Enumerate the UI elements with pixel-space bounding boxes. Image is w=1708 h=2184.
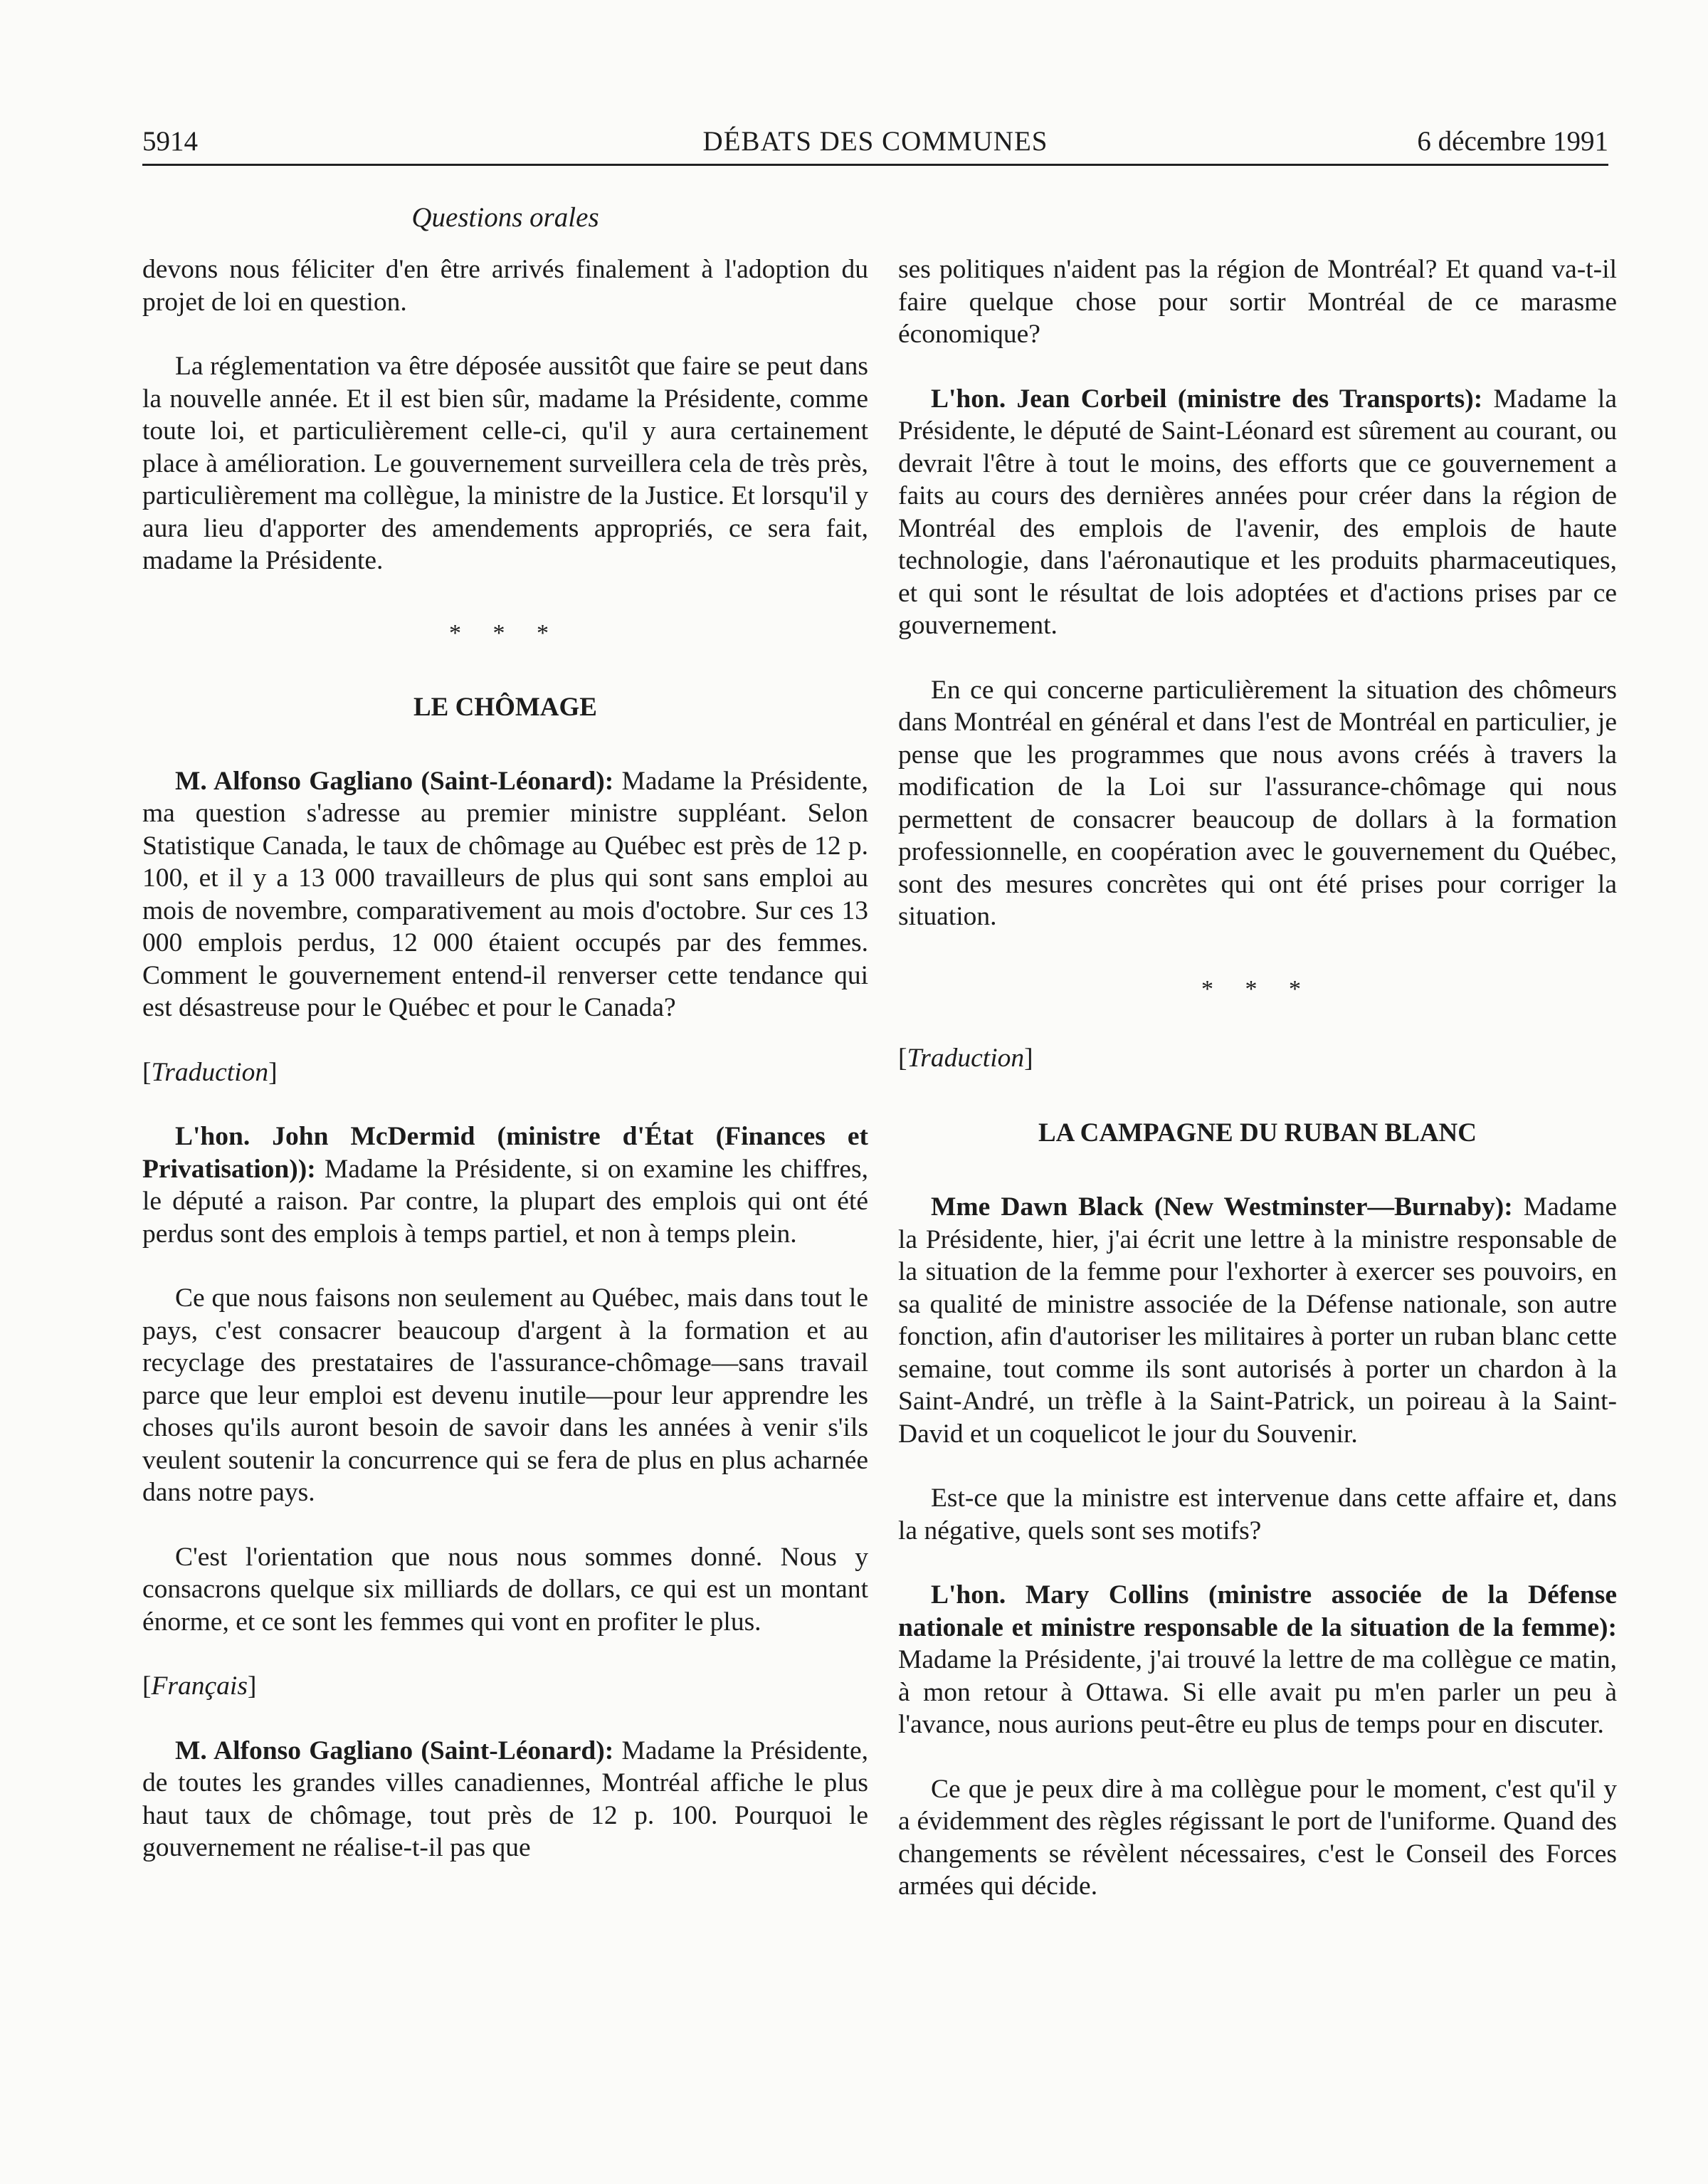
section-heading: LA CAMPAGNE DU RUBAN BLANC xyxy=(1038,1118,1477,1148)
section-subheader: Questions orales xyxy=(411,202,599,233)
paragraph: Ce que je peux dire à ma collègue pour le moment, c'est qu'il y a évidemment des règles régissant le port de l'uniforme. Quand des changements se révèlent nécessaires, c'est le Conseil des Forces armées qui décide. xyxy=(898,1774,1617,1901)
page-number: 5914 xyxy=(142,126,198,157)
speech-paragraph xyxy=(142,765,868,1024)
speaker-name: M. Alfonso Gagliano (Saint-Léonard): xyxy=(175,1736,614,1765)
speech-paragraph xyxy=(898,1191,1617,1450)
speaker-name: M. Alfonso Gagliano (Saint-Léonard): xyxy=(175,766,614,796)
paragraph: La réglementation va être déposée aussitôt que faire se peut dans la nouvelle année. Et il est bien sûr, madame la Présidente, comme toute loi, et particulièrement celle-ci, qu'il y aura certainement place à amélioration. Le gouvernement surveillera cela de très près, particulièrement ma collègue, la ministre de la Justice. Et lorsqu'il y aura lieu d'apporter des amendements appropriés, ce sera fait, madame la Présidente. xyxy=(142,352,868,575)
speaker-name: Mme Dawn Black (New Westminster—Burnaby): xyxy=(931,1192,1513,1222)
paragraph: devons nous féliciter d'en être arrivés finalement à l'adoption du projet de loi en question. xyxy=(142,255,868,317)
speech-text: Madame la Présidente, j'ai trouvé la lettre de ma collègue ce matin, à mon retour à Ottawa. Si elle avait pu m'en parler un peu à l'avance, nous aurions peut-être eu plus de temps pour en discuter. xyxy=(898,1645,1617,1739)
language-tag: [Traduction] xyxy=(898,1043,1033,1073)
speech-paragraph xyxy=(142,1735,868,1864)
section-separator: * * * xyxy=(1201,975,1314,1002)
section-heading: LE CHÔMAGE xyxy=(413,692,597,722)
speech-text: Madame la Présidente, de toutes les grandes villes canadiennes, Montréal affiche le plus haut taux de chômage, tout près de 12 p. 100. Pourquoi le gouvernement ne réalise-t-il pas que xyxy=(142,1736,868,1862)
journal-title: DÉBATS DES COMMUNES xyxy=(702,126,1048,157)
speech-paragraph xyxy=(898,1579,1617,1741)
left-column xyxy=(142,253,868,1864)
language-tag: [Français] xyxy=(142,1671,257,1701)
page-date: 6 décembre 1991 xyxy=(1417,126,1608,157)
speech-text: Madame la Présidente, hier, j'ai écrit une lettre à la ministre responsable de la situation de la femme pour l'exhorter à exercer ses pouvoirs, en sa qualité de ministre associée de la Défense nationale, son autre fonction, afin d'autoriser les militaires à porter un ruban blanc cette semaine, tout comme ils sont autorisés à porter un chardon à la Saint-André, un trèfle à la Saint-Patrick, un poireau à la Saint-David et un coquelicot le jour du Souvenir. xyxy=(898,1192,1617,1449)
right-column xyxy=(898,253,1617,1903)
section-separator: * * * xyxy=(449,619,562,646)
speech-text: Madame la Présidente, le député de Saint-Léonard est sûrement au courant, ou devrait l'être à tout le moins, des efforts que ce gouvernement a faits au cours des dernières années pour créer dans la région de Montréal des emplois de l'avenir, des emplois de haute technologie, dans l'aéronautique et les produits pharmaceutiques, et qui sont le résultat de lois adoptées et d'actions prises par ce gouvernement. xyxy=(898,384,1617,640)
paragraph: C'est l'orientation que nous nous sommes donné. Nous y consacrons quelque six milliards de dollars, ce qui est un montant énorme, et ce sont les femmes qui vont en profiter le plus. xyxy=(142,1542,868,1637)
speaker-name: L'hon. John McDermid (ministre d'État (Finances et Privatisation)): xyxy=(142,1122,868,1184)
speaker-name: L'hon. Mary Collins (ministre associée de la Défense nationale et ministre responsable de la situation de la femme): xyxy=(898,1580,1617,1642)
paragraph: Est-ce que la ministre est intervenue dans cette affaire et, dans la négative, quels sont ses motifs? xyxy=(898,1484,1617,1545)
paragraph: En ce qui concerne particulièrement la situation des chômeurs dans Montréal en général et dans l'est de Montréal en particulier, je pense que les programmes que nous avons créés à travers la modification de la Loi sur l'assurance-chômage qui nous permettent de consacrer beaucoup de dollars à la formation professionnelle, en coopération avec le gouvernement du Québec, sont des mesures concrètes qui ont été prises pour corriger la situation. xyxy=(898,675,1617,931)
paragraph: ses politiques n'aident pas la région de Montréal? Et quand va-t-il faire quelque chose pour sortir Montréal de ce marasme économique? xyxy=(898,255,1617,349)
speech-text: Madame la Présidente, ma question s'adresse au premier ministre suppléant. Selon Statistique Canada, le taux de chômage au Québec est près de 12 p. 100, et il y a 13 000 travailleurs de plus qui sont sans emploi au mois de novembre, comparativement au mois d'octobre. Sur ces 13 000 emplois perdus, 12 000 étaient occupés par des femmes. Comment le gouvernement entend-il renverser cette tendance qui est désastreuse pour le Québec et pour le Canada? xyxy=(142,766,868,1022)
page-header xyxy=(142,121,1608,166)
speech-paragraph xyxy=(142,1120,868,1250)
speech-paragraph xyxy=(898,383,1617,642)
speaker-name: L'hon. Jean Corbeil (ministre des Transports): xyxy=(931,384,1483,414)
speech-text: Madame la Présidente, si on examine les chiffres, le député a raison. Par contre, la plupart des emplois qui ont été perdus sont des emplois à temps partiel, et non à temps plein. xyxy=(142,1154,868,1249)
paragraph: Ce que nous faisons non seulement au Québec, mais dans tout le pays, c'est consacrer beaucoup d'argent à la formation et au recyclage des prestataires de l'assurance-chômage—sans travail parce que leur emploi est devenu inutile—pour leur apprendre les choses qu'ils auront besoin de savoir dans les années à venir s'ils veulent soutenir la concurrence qui se fera de plus en plus acharnée dans notre pays. xyxy=(142,1283,868,1507)
language-tag: [Traduction] xyxy=(142,1057,278,1087)
